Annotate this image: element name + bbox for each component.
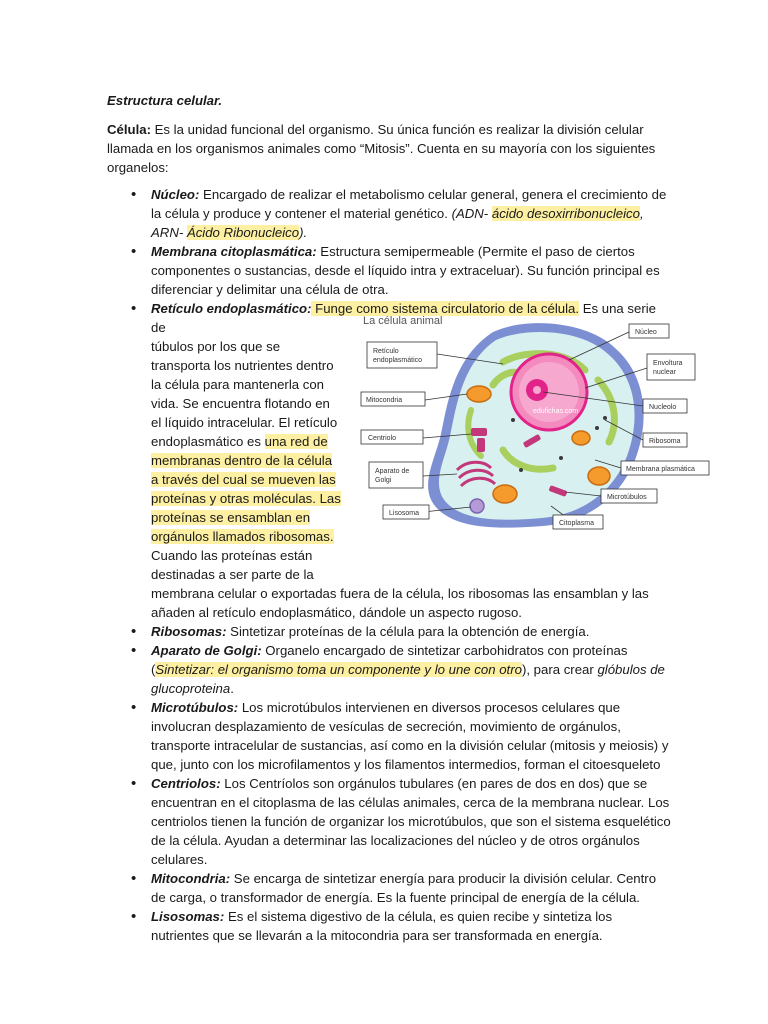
document-title: Estructura celular. xyxy=(107,93,223,108)
ribosome-dot-2 xyxy=(603,416,607,420)
term-microtubulos: Microtúbulos: xyxy=(151,700,239,715)
label-lisosoma: Lisosoma xyxy=(389,510,419,517)
list-item-mitocondria xyxy=(107,869,672,907)
ribosome-dot-5 xyxy=(511,418,515,422)
label-citoplasma: Citoplasma xyxy=(559,520,595,527)
list-item-lisosomas xyxy=(107,907,672,945)
list-item-nucleo xyxy=(107,185,672,242)
ribosome-dot-4 xyxy=(519,468,523,472)
term-mitocondria: Mitocondria: xyxy=(151,871,231,886)
centriole-shape-2 xyxy=(477,438,485,452)
term-golgi: Aparato de Golgi: xyxy=(151,643,262,658)
text-reticulo-3: Cuando las proteínas están destinadas a ser parte de la xyxy=(151,548,314,582)
text-glucoproteina: glóbulos de glucoproteina xyxy=(151,662,665,696)
term-lisosomas: Lisosomas: xyxy=(151,909,225,924)
label-envoltura-2: nuclear xyxy=(653,369,676,376)
label-reticulo-2: endoplasmático xyxy=(373,357,423,364)
intro-text: Es la unidad funcional del organismo. Su única función es realizar la división celular llamada en los organismos animales como “Mitosis”. Cuenta en su mayoría con los siguientes organelos: xyxy=(107,122,656,175)
nucleolus-core xyxy=(533,386,541,394)
list-item-membrana xyxy=(107,242,672,299)
organelle-list xyxy=(107,185,672,945)
text-centriolos: Los Centríolos son orgánulos tubulares (en pares de dos en dos) que se encuentran en el citoplasma de las células animales, cerca de la membrana nuclear. Los centriolos tienen la función de organizar los microtúbulos, que son el sistema esquelético de la célula. Ayudan a determinar las localizaciones del núcleo y de otros orgánulos celulares. xyxy=(151,776,671,867)
label-golgi-2: Golgi xyxy=(375,477,392,484)
label-ribosoma: Ribosoma xyxy=(649,438,681,445)
nucleo-note-sep: , ARN- xyxy=(151,206,644,240)
label-membrana: Membrana plasmática xyxy=(626,466,695,473)
diagram-watermark: edufichas.com xyxy=(533,408,579,415)
list-item-ribosomas xyxy=(107,622,672,641)
text-mitocondria: Se encarga de sintetizar energía para producir la división celular. Centro de carga, o transformador de energía. Es la fuente principal de energía de la célula. xyxy=(151,871,657,905)
text-lisosomas: Es el sistema digestivo de la célula, es quien recibe y sintetiza los nutrientes que se llevarán a la mitocondria para ser transformada en energía. xyxy=(151,909,613,943)
label-box-envoltura xyxy=(647,354,695,380)
text-reticulo-1: Es una serie de xyxy=(151,301,656,335)
text-golgi: Organelo encargado de sintetizar carbohidratos con proteínas ( xyxy=(151,643,628,677)
intro-paragraph xyxy=(107,120,672,177)
cell-diagram-svg xyxy=(353,310,713,538)
label-envoltura-1: Envoltura xyxy=(653,360,683,367)
list-item-microtubulos xyxy=(107,698,672,774)
term-membrana: Membrana citoplasmática: xyxy=(151,244,317,259)
mitochondrion-3 xyxy=(588,467,610,485)
term-ribosomas: Ribosomas: xyxy=(151,624,227,639)
lysosome-shape xyxy=(470,499,484,513)
highlight-sintetizar: Sintetizar: el organismo toma un componente y lo une con otro xyxy=(155,662,522,677)
label-nucleo: Núcleo xyxy=(635,329,657,336)
label-mitocondria: Mitocondria xyxy=(366,397,403,404)
term-reticulo: Retículo endoplasmático: xyxy=(151,301,312,316)
text-ribosomas: Sintetizar proteínas de la célula para la obtención de energía. xyxy=(226,624,590,639)
cell-diagram xyxy=(353,310,713,538)
text-nucleo: Encargado de realizar el metabolismo celular general, genera el crecimiento de la célula y produce y contener el material genético. xyxy=(151,187,667,221)
highlight-reticulo-1: Funge como sistema circulatorio de la célula. xyxy=(311,301,580,316)
label-nucleolo: Nucleolo xyxy=(649,404,677,411)
label-centriolo: Centriolo xyxy=(368,435,397,442)
highlight-reticulo-2: una red de membranas dentro de la célula a través del cual se mueven las proteínas y otras moléculas. Las proteínas se ensamblan en orgánulos llamados ribosomas. xyxy=(151,434,341,544)
text-reticulo-4: membrana celular o exportadas fuera de la célula, los ribosomas las ensamblan y las añaden al retículo endoplasmático, dándole un aspecto rugoso. xyxy=(151,586,649,620)
centriole-shape xyxy=(471,428,487,436)
highlight-arn: Ácido Ribonucleico xyxy=(186,225,300,240)
reticulo-wrapped-text xyxy=(151,337,341,584)
list-item-golgi xyxy=(107,641,672,698)
nucleo-note-open: (ADN- xyxy=(451,206,492,221)
text-golgi-3: . xyxy=(230,681,234,696)
text-reticulo-2: túbulos por los que se transporta los nutrientes dentro la célula para mantenerla con vida. Se encuentra flotando en el líquido intracelular. El retículo endoplasmático es xyxy=(151,339,338,449)
label-golgi-1: Aparato de xyxy=(375,468,410,475)
text-golgi-2: ), para crear xyxy=(521,662,598,677)
list-item-centriolos xyxy=(107,774,672,869)
ribosome-dot-3 xyxy=(559,456,563,460)
diagram-title: La célula animal xyxy=(363,315,443,327)
term-nucleo: Núcleo: xyxy=(151,187,200,202)
text-membrana: Estructura semipermeable (Permite el paso de ciertos componentes o sustancias, desde el líquido intra y extraceluar). Su función principal es diferenciar y delimitar una célula de otra. xyxy=(151,244,660,297)
mitochondrion-1 xyxy=(467,386,491,402)
mitochondrion-4 xyxy=(572,431,590,445)
term-centriolos: Centriolos: xyxy=(151,776,221,791)
ribosome-dot-1 xyxy=(595,426,599,430)
label-microtubulos: Microtúbulos xyxy=(607,494,647,501)
text-microtubulos: Los microtúbulos intervienen en diversos procesos celulares que involucran desplazamiento de vesículas de secreción, movimiento de orgánulos, transporte intracelular de sustancias, así como en la división celular (mitosis y meiosis) y que, junto con los microfilamentos y los filamentos intermedios, forman el citoesqueleto xyxy=(151,700,669,772)
label-box-reticulo xyxy=(367,342,437,368)
intro-term: Célula: xyxy=(107,122,151,137)
label-box-golgi xyxy=(369,462,423,488)
nucleo-note-close: ). xyxy=(299,225,308,240)
highlight-adn: ácido desoxirribonucleico xyxy=(491,206,640,221)
mitochondrion-2 xyxy=(493,485,517,503)
label-reticulo-1: Retículo xyxy=(373,348,399,355)
